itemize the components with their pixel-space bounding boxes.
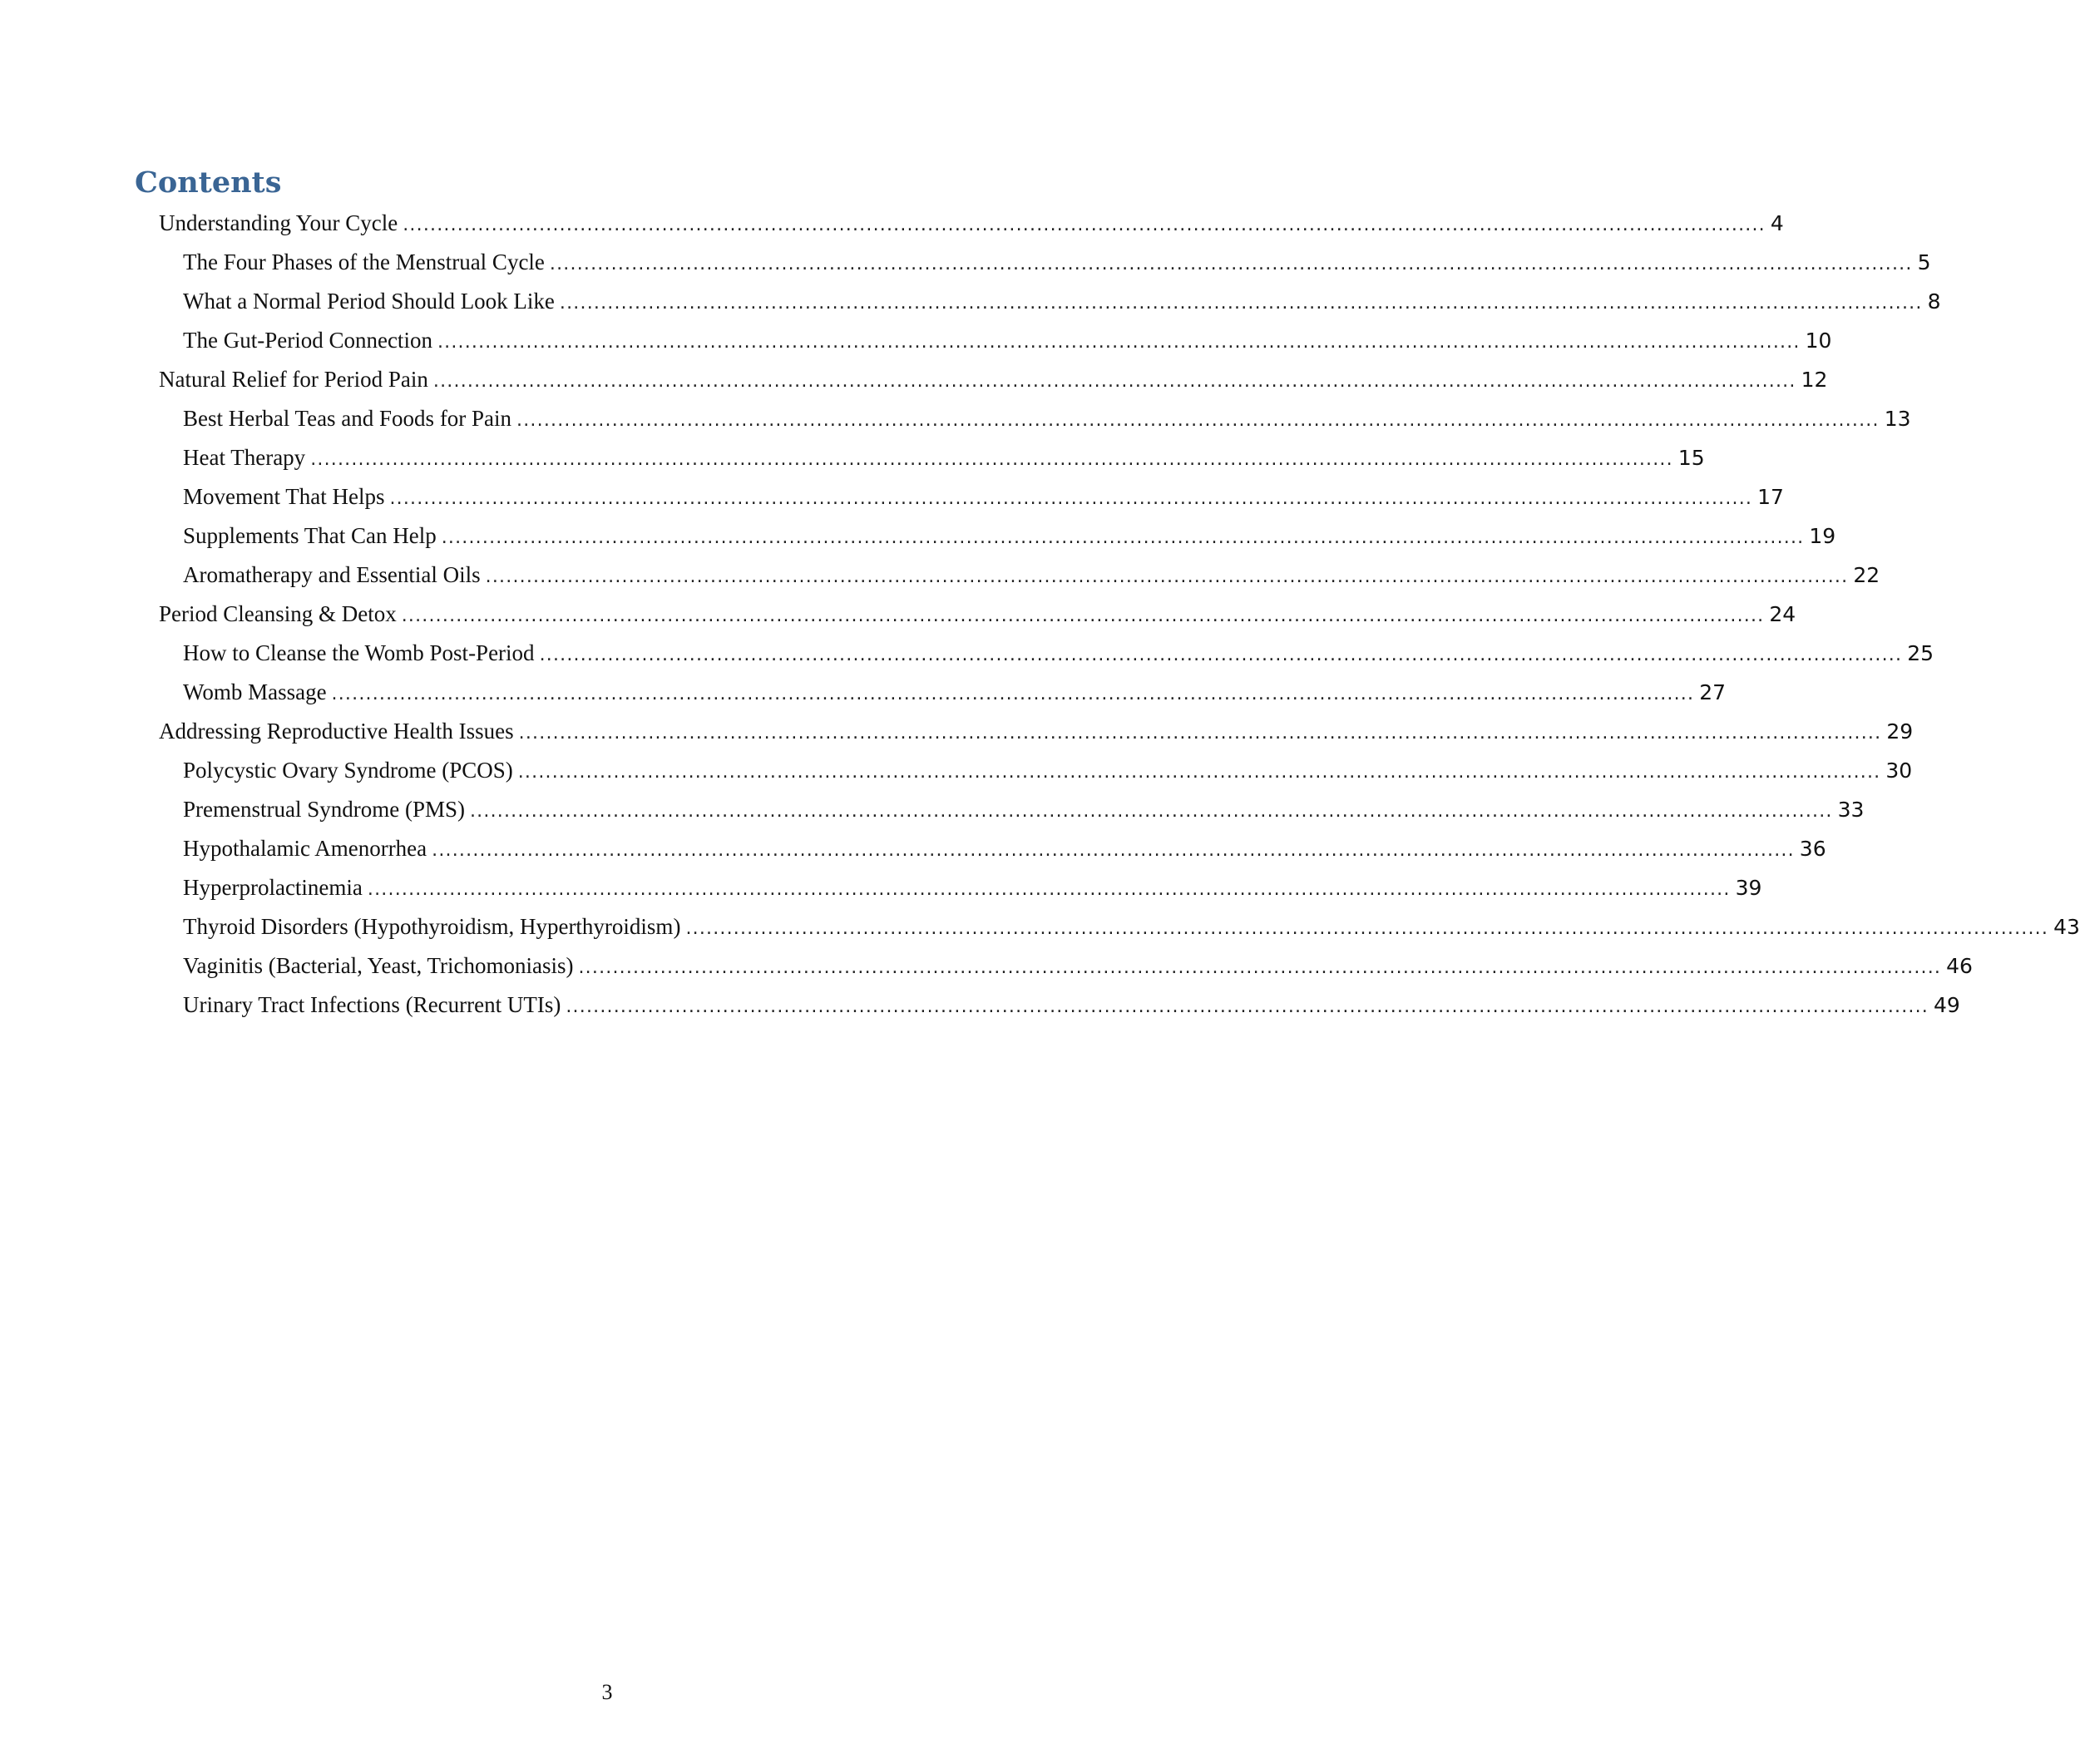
- toc-entry[interactable]: [0, 516, 1836, 556]
- toc-entry[interactable]: [0, 282, 1941, 321]
- toc-entry[interactable]: [0, 634, 1934, 673]
- toc-entry-label: Polycystic Ovary Syndrome (PCOS): [183, 758, 513, 783]
- toc-entry-page: 4: [1770, 211, 1784, 235]
- dot-leader: ........................................................................................................................................................................................................: [578, 957, 1942, 978]
- toc-entry-label: Thyroid Disorders (Hypothyroidism, Hyperthyroidism): [183, 914, 681, 939]
- dot-leader: ........................................................................................................................................................................................................: [539, 645, 1903, 665]
- dot-leader: ........................................................................................................................................................................................................: [549, 254, 1913, 274]
- dot-leader: ........................................................................................................................................................................................................: [441, 527, 1805, 548]
- toc-entry-page: 30: [1885, 758, 1913, 783]
- toc-entry-label: Movement That Helps: [183, 484, 385, 509]
- toc-entry-label: What a Normal Period Should Look Like: [183, 289, 555, 314]
- dot-leader: ........................................................................................................................................................................................................: [485, 566, 1849, 587]
- toc-entry-page: 49: [1934, 993, 1960, 1017]
- toc-entry-page: 10: [1805, 329, 1832, 353]
- toc-entry-page: 39: [1735, 876, 1762, 900]
- toc-entry[interactable]: [0, 946, 1973, 986]
- dot-leader: ........................................................................................................................................................................................................: [559, 293, 1923, 314]
- toc-entry-label: Womb Massage: [183, 679, 327, 704]
- toc-entry-label: Addressing Reproductive Health Issues: [159, 719, 514, 744]
- toc-entry-page: 24: [1769, 602, 1796, 626]
- toc-entry[interactable]: [0, 321, 1832, 360]
- toc-entry-page: 8: [1927, 289, 1941, 314]
- dot-leader: ........................................................................................................................................................................................................: [389, 488, 1753, 509]
- toc-entry-label: Vaginitis (Bacterial, Yeast, Trichomoniasis): [183, 953, 574, 978]
- toc-entry-label: Aromatherapy and Essential Oils: [183, 562, 481, 587]
- toc-entry-page: 25: [1907, 641, 1934, 665]
- toc-entry[interactable]: [0, 477, 1784, 516]
- toc-entry-label: Urinary Tract Infections (Recurrent UTIs): [183, 992, 561, 1017]
- dot-leader: ........................................................................................................................................................................................................: [566, 996, 1929, 1017]
- toc-entry[interactable]: [0, 868, 1762, 907]
- toc-entry-label: Premenstrual Syndrome (PMS): [183, 797, 465, 822]
- toc-entry[interactable]: [0, 829, 1826, 868]
- dot-leader: ........................................................................................................................................................................................................: [518, 723, 1882, 744]
- dot-leader: ........................................................................................................................................................................................................: [685, 918, 2049, 939]
- toc-entry-page: 33: [1837, 798, 1865, 822]
- toc-entry-label: The Gut-Period Connection: [183, 328, 432, 353]
- toc-entry[interactable]: [0, 360, 1828, 399]
- toc-entry-page: 36: [1799, 837, 1826, 861]
- toc-entry-label: Supplements That Can Help: [183, 523, 437, 548]
- toc-entry[interactable]: [0, 907, 2080, 946]
- dot-leader: ........................................................................................................................................................................................................: [432, 840, 1795, 861]
- toc-entry[interactable]: [0, 399, 1911, 438]
- toc-entry[interactable]: [0, 673, 1726, 712]
- toc-entry-label: The Four Phases of the Menstrual Cycle: [183, 250, 545, 274]
- toc-entry[interactable]: [0, 790, 1865, 829]
- dot-leader: ........................................................................................................................................................................................................: [367, 879, 1731, 900]
- dot-leader: ........................................................................................................................................................................................................: [432, 371, 1796, 392]
- page-title: Contents: [135, 166, 282, 200]
- toc-entry-label: Natural Relief for Period Pain: [159, 367, 428, 392]
- toc-entry-label: Hyperprolactinemia: [183, 875, 363, 900]
- toc-entry-page: 12: [1801, 368, 1828, 392]
- toc-entry-page: 46: [1946, 954, 1973, 978]
- toc-entry[interactable]: [0, 204, 1784, 243]
- toc-entry-page: 5: [1917, 250, 1931, 274]
- dot-leader: ........................................................................................................................................................................................................: [437, 332, 1801, 353]
- toc-entry-page: 27: [1699, 680, 1726, 704]
- toc-entry-label: Heat Therapy: [183, 445, 306, 470]
- table-of-contents: [0, 204, 2080, 1025]
- toc-entry-label: Hypothalamic Amenorrhea: [183, 836, 427, 861]
- dot-leader: ........................................................................................................................................................................................................: [331, 684, 1695, 704]
- dot-leader: ........................................................................................................................................................................................................: [310, 449, 1673, 470]
- toc-entry-page: 19: [1809, 524, 1836, 548]
- dot-leader: ........................................................................................................................................................................................................: [517, 762, 1881, 783]
- dot-leader: ........................................................................................................................................................................................................: [401, 605, 1765, 626]
- toc-entry-page: 22: [1853, 563, 1880, 587]
- toc-entry-page: 17: [1757, 485, 1784, 509]
- toc-entry-label: Period Cleansing & Detox: [159, 601, 397, 626]
- page-number: 3: [601, 1680, 613, 1704]
- dot-leader: ........................................................................................................................................................................................................: [516, 410, 1880, 431]
- toc-entry-label: Best Herbal Teas and Foods for Pain: [183, 406, 512, 431]
- dot-leader: ........................................................................................................................................................................................................: [403, 215, 1766, 235]
- toc-entry[interactable]: [0, 556, 1880, 595]
- toc-entry-label: How to Cleanse the Womb Post-Period: [183, 640, 535, 665]
- toc-entry-page: 15: [1677, 446, 1705, 470]
- toc-entry[interactable]: [0, 751, 1913, 790]
- toc-entry[interactable]: [0, 986, 1960, 1025]
- toc-entry-page: 29: [1886, 719, 1914, 744]
- toc-entry[interactable]: [0, 438, 1705, 477]
- toc-entry[interactable]: [0, 595, 1796, 634]
- toc-entry-label: Understanding Your Cycle: [159, 210, 398, 235]
- toc-entry[interactable]: [0, 243, 1931, 282]
- toc-entry-page: 43: [2053, 915, 2080, 939]
- toc-entry[interactable]: [0, 712, 1914, 751]
- toc-entry-page: 13: [1884, 407, 1911, 431]
- dot-leader: ........................................................................................................................................................................................................: [469, 801, 1833, 822]
